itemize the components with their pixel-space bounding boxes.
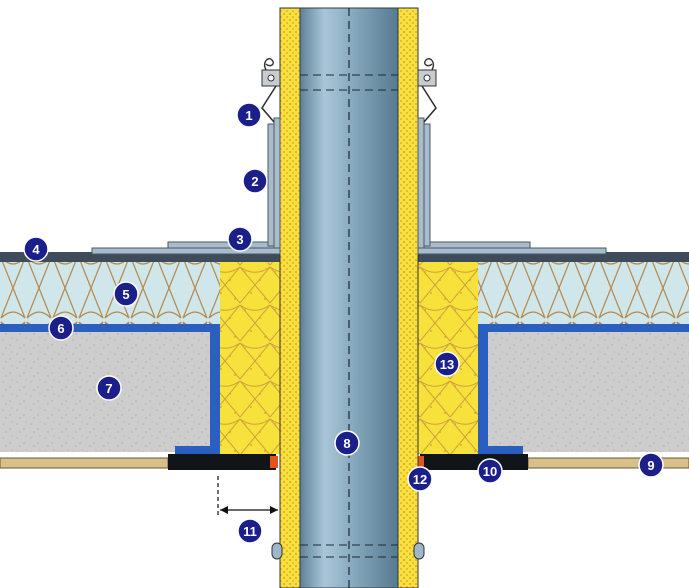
callout-9 (639, 453, 663, 477)
callout-5 (114, 282, 138, 306)
callout-7-label: 7 (105, 381, 113, 396)
callout-13 (435, 352, 459, 376)
pipe-insulation-left (280, 8, 300, 588)
flashing-flange-right (418, 242, 530, 248)
callout-2-label: 2 (251, 174, 259, 189)
flashing-upstand-left (274, 118, 280, 248)
fill-insulation-left (220, 262, 280, 454)
callout-3-label: 3 (236, 232, 244, 247)
callout-5-label: 5 (122, 287, 130, 302)
callout-2 (243, 169, 267, 193)
callout-4 (24, 237, 48, 261)
callout-9-label: 9 (647, 458, 655, 473)
vapour-barrier-left (0, 324, 220, 332)
vapour-barrier-right-up (478, 324, 488, 454)
callout-3 (228, 227, 252, 251)
callout-10 (478, 459, 502, 483)
pipe-insulation-right (398, 8, 418, 588)
flashing-upstand-right (418, 118, 424, 248)
callout-12 (408, 467, 432, 491)
callout-12-label: 12 (412, 472, 428, 487)
concrete-slab-right (488, 332, 689, 452)
vapour-barrier-right (478, 324, 689, 332)
bracket-left (175, 446, 220, 454)
callout-1 (237, 103, 261, 127)
seal-plate-right (420, 454, 528, 470)
callout-10-label: 10 (482, 464, 498, 479)
roof-insulation-right (478, 262, 689, 324)
callout-6 (49, 316, 73, 340)
flashing-upstand-left-outer (268, 124, 274, 246)
callout-11 (238, 519, 262, 543)
vapour-barrier-left-up (210, 324, 220, 454)
callout-8 (335, 431, 359, 455)
roof-insulation-left (0, 262, 220, 324)
ceiling-board-left (0, 458, 168, 468)
flashing-flange-right-lower (418, 248, 606, 254)
ceiling-board-right (528, 458, 689, 468)
flashing-flange-left-lower (92, 248, 280, 254)
callout-11-label: 11 (243, 524, 257, 539)
callout-1-label: 1 (245, 108, 253, 123)
callout-13-label: 13 (439, 357, 455, 372)
callout-4-label: 4 (32, 242, 40, 257)
bracket-right (478, 446, 523, 454)
callout-7 (97, 376, 121, 400)
callout-8-label: 8 (343, 436, 351, 451)
seal-plate-left (168, 454, 276, 470)
callout-6-label: 6 (57, 321, 65, 336)
pipe-clip-right (414, 543, 424, 559)
flashing-upstand-right-outer (424, 124, 430, 246)
pipe-clip-left (272, 543, 282, 559)
intumescent-left (270, 456, 278, 468)
flashing-flange-left (168, 242, 280, 248)
